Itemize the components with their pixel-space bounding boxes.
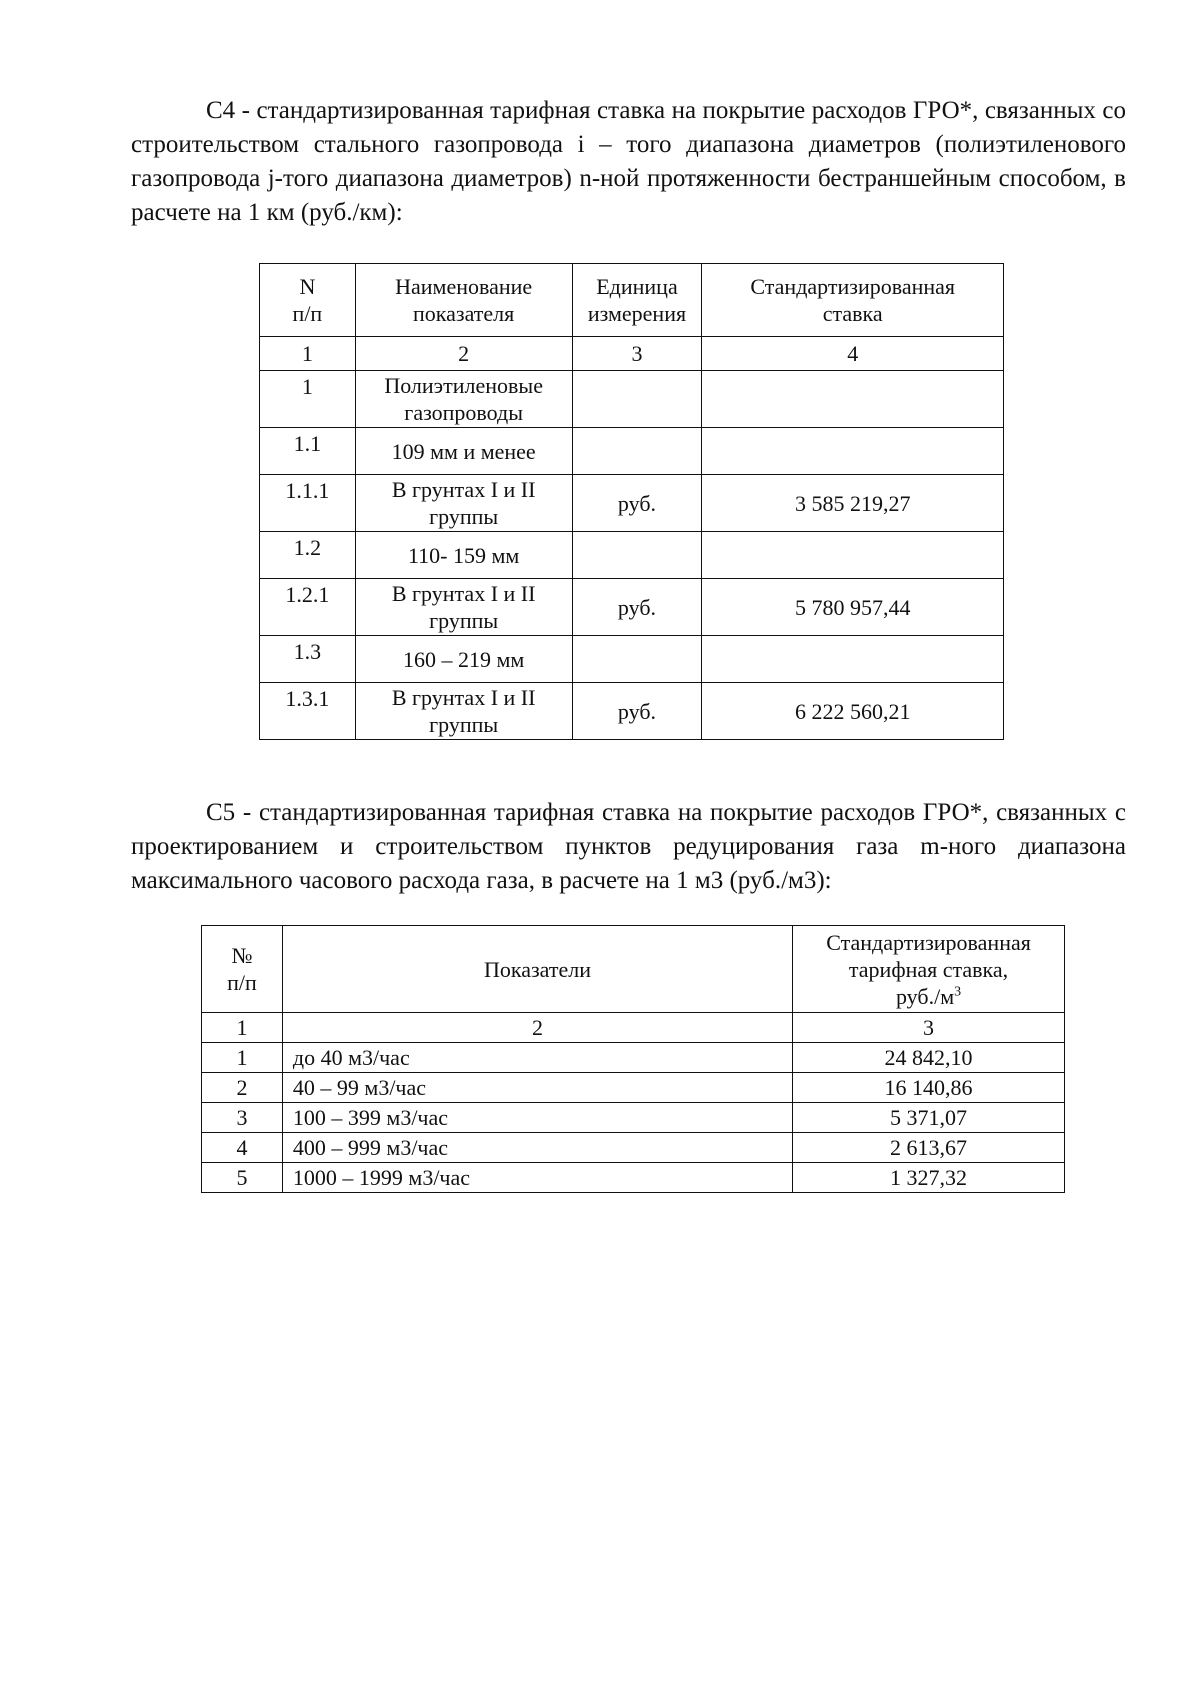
c5-header-rate-unit-sup: 3 bbox=[954, 984, 962, 1000]
row-name: 400 – 999 м3/час bbox=[282, 1133, 792, 1163]
row-value: 1 327,32 bbox=[793, 1163, 1065, 1193]
row-number: 1.3.1 bbox=[260, 683, 356, 740]
row-number: 2 bbox=[202, 1073, 283, 1103]
c4-header-row bbox=[260, 264, 1004, 337]
row-unit: руб. bbox=[572, 683, 702, 740]
table-row bbox=[260, 371, 1004, 428]
row-value bbox=[702, 636, 1004, 683]
c5-colnum-1: 1 bbox=[202, 1013, 283, 1043]
c5-header-number bbox=[202, 926, 283, 1013]
row-name: 160 – 219 мм bbox=[355, 636, 572, 683]
row-number: 1.2 bbox=[260, 532, 356, 579]
row-value: 5 371,07 bbox=[793, 1103, 1065, 1133]
row-unit bbox=[572, 371, 702, 428]
c4-colnum-3: 3 bbox=[572, 337, 702, 371]
row-value: 3 585 219,27 bbox=[702, 475, 1004, 532]
c5-column-numbers-row bbox=[202, 1013, 1065, 1043]
row-name: Полиэтиленовые газопроводы bbox=[355, 371, 572, 428]
table-row bbox=[202, 1163, 1065, 1193]
row-name: 110- 159 мм bbox=[355, 532, 572, 579]
row-unit bbox=[572, 532, 702, 579]
c4-header-name-line2: показателя bbox=[413, 301, 515, 326]
row-unit: руб. bbox=[572, 579, 702, 636]
table-row bbox=[260, 579, 1004, 636]
c4-header-name bbox=[355, 264, 572, 337]
c5-header-number-line2: п/п bbox=[227, 970, 257, 995]
c5-header-indicators: Показатели bbox=[282, 926, 792, 1013]
c5-paragraph: С5 - стандартизированная тарифная ставка на покрытие расходов ГРО*, связанных с проектированием и строительством пунктов редуцирования газа m-ного диапазона максимального часового расхода газа, в расчете на 1 м3 (руб./м3): bbox=[131, 799, 1126, 894]
c4-column-numbers-row bbox=[260, 337, 1004, 371]
c5-colnum-3: 3 bbox=[793, 1013, 1065, 1043]
c4-table bbox=[259, 263, 1004, 740]
table-row bbox=[260, 475, 1004, 532]
c4-colnum-1: 1 bbox=[260, 337, 356, 371]
c5-header-row bbox=[202, 926, 1065, 1013]
c4-header-name-line1: Наименование bbox=[395, 274, 533, 299]
row-value bbox=[702, 371, 1004, 428]
row-number: 4 bbox=[202, 1133, 283, 1163]
table-row bbox=[260, 636, 1004, 683]
table-row bbox=[202, 1073, 1065, 1103]
row-name: В грунтах I и II группы bbox=[355, 475, 572, 532]
c5-table bbox=[201, 925, 1065, 1193]
row-number: 1.1 bbox=[260, 428, 356, 475]
row-value: 2 613,67 bbox=[793, 1133, 1065, 1163]
row-value: 16 140,86 bbox=[793, 1073, 1065, 1103]
row-value: 6 222 560,21 bbox=[702, 683, 1004, 740]
row-number: 3 bbox=[202, 1103, 283, 1133]
c4-header-rate-line1: Стандартизированная bbox=[750, 274, 956, 299]
row-value: 24 842,10 bbox=[793, 1043, 1065, 1073]
c4-header-unit bbox=[572, 264, 702, 337]
c4-colnum-4: 4 bbox=[702, 337, 1004, 371]
c4-header-number-line1: N bbox=[299, 274, 316, 299]
c4-header-unit-line1: Единица bbox=[596, 274, 678, 299]
table-row bbox=[202, 1043, 1065, 1073]
row-unit bbox=[572, 636, 702, 683]
c4-header-rate bbox=[702, 264, 1004, 337]
row-number: 1.1.1 bbox=[260, 475, 356, 532]
row-name: 109 мм и менее bbox=[355, 428, 572, 475]
row-number: 5 bbox=[202, 1163, 283, 1193]
c4-paragraph: С4 - стандартизированная тарифная ставка на покрытие расходов ГРО*, связанных со строительством стального газопровода i – того диапазона диаметров (полиэтиленового газопровода j-того диапазона диаметров) n-ной протяженности бестраншейным способом, в расчете на 1 км (руб./км): bbox=[131, 97, 1126, 226]
row-unit bbox=[572, 428, 702, 475]
table-row bbox=[202, 1133, 1065, 1163]
table-row bbox=[260, 683, 1004, 740]
row-number: 1 bbox=[202, 1043, 283, 1073]
row-name: 40 – 99 м3/час bbox=[282, 1073, 792, 1103]
c5-header-rate-line1: Стандартизированная bbox=[826, 929, 1031, 955]
table-row bbox=[260, 428, 1004, 475]
row-name: В грунтах I и II группы bbox=[355, 579, 572, 636]
c4-colnum-2: 2 bbox=[355, 337, 572, 371]
c4-header-number bbox=[260, 264, 356, 337]
row-value bbox=[702, 532, 1004, 579]
row-number: 1 bbox=[260, 371, 356, 428]
row-number: 1.3 bbox=[260, 636, 356, 683]
c5-header-rate-unit: руб./м bbox=[895, 983, 955, 1009]
row-value: 5 780 957,44 bbox=[702, 579, 1004, 636]
c5-header-number-line1: № bbox=[231, 943, 253, 968]
c5-header-rate-line2: тарифная ставка, bbox=[848, 956, 1009, 982]
row-name: до 40 м3/час bbox=[282, 1043, 792, 1073]
table-row bbox=[260, 532, 1004, 579]
c5-header-rate bbox=[793, 926, 1065, 1013]
row-value bbox=[702, 428, 1004, 475]
c4-header-unit-line2: измерения bbox=[587, 301, 687, 326]
row-name: 100 – 399 м3/час bbox=[282, 1103, 792, 1133]
c5-colnum-2: 2 bbox=[282, 1013, 792, 1043]
c5-header-rate-line3 bbox=[799, 983, 1058, 1010]
c4-header-number-line2: п/п bbox=[292, 301, 323, 326]
row-name: В грунтах I и II группы bbox=[355, 683, 572, 740]
row-name: 1000 – 1999 м3/час bbox=[282, 1163, 792, 1193]
row-number: 1.2.1 bbox=[260, 579, 356, 636]
row-unit: руб. bbox=[572, 475, 702, 532]
table-row bbox=[202, 1103, 1065, 1133]
c4-header-rate-line2: ставка bbox=[822, 301, 883, 326]
